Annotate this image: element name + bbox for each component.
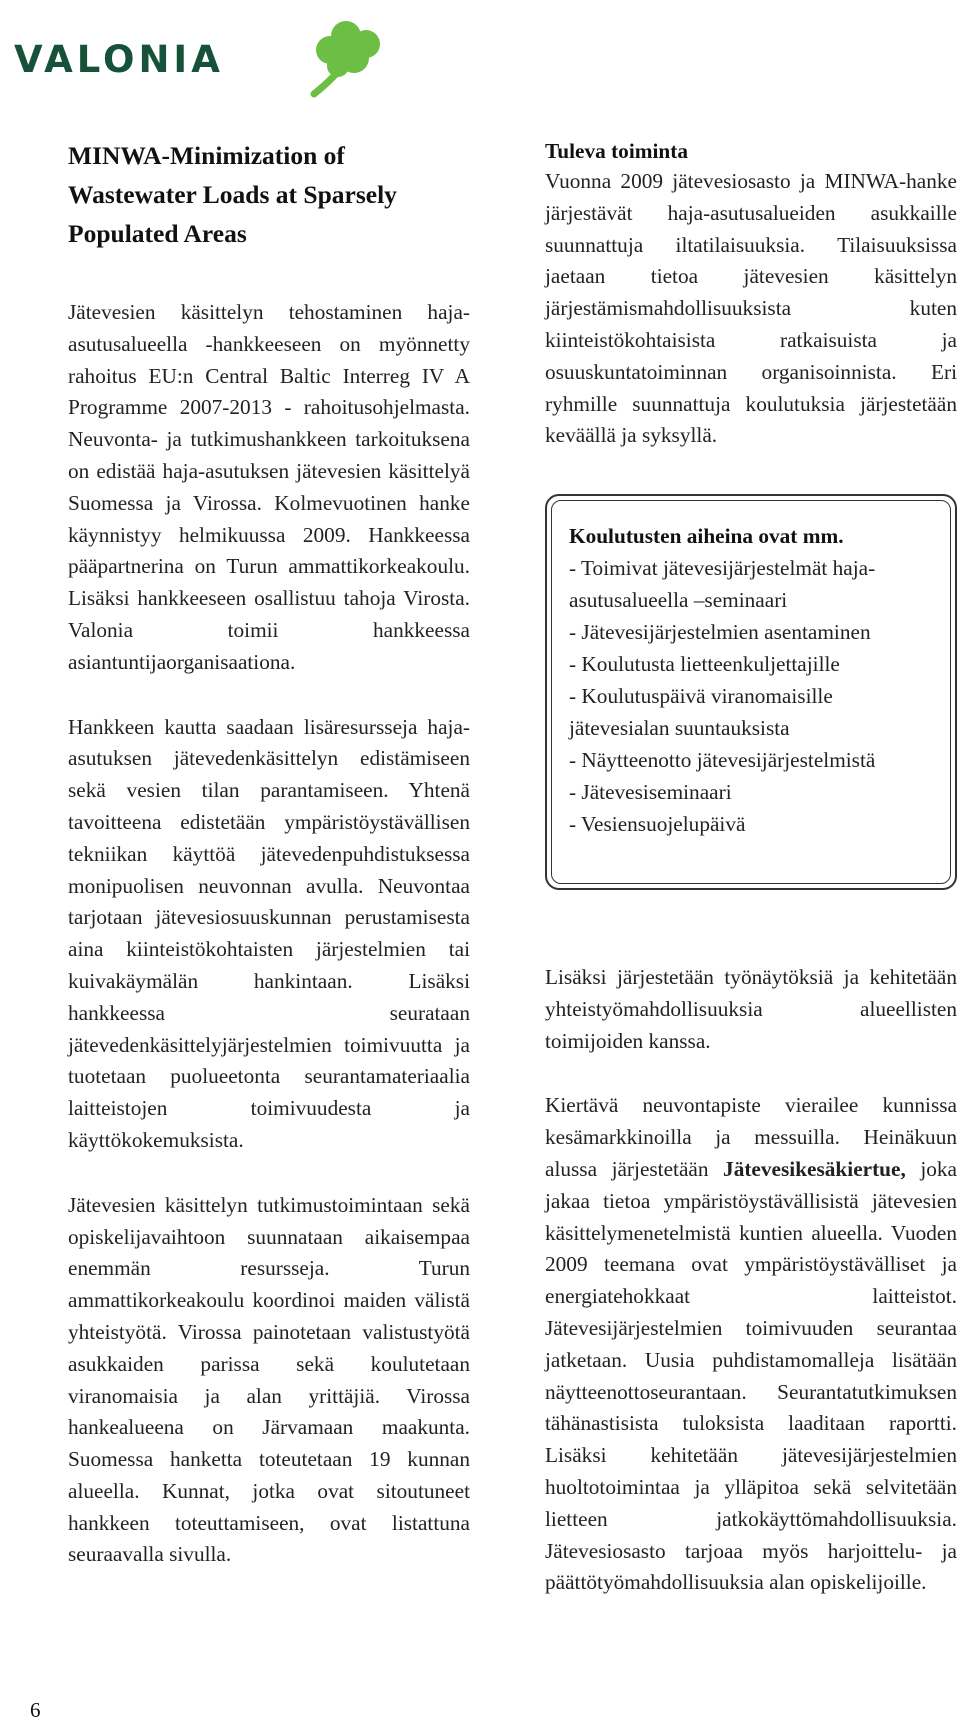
upcoming-section (545, 136, 957, 452)
box-content (569, 520, 919, 840)
training-item: - Jätevesijärjestelmien asentaminen (569, 620, 871, 644)
event-name-bold: Jätevesikesäkiertue, (723, 1156, 906, 1181)
right-paragraph-2-start: Kiertävä neuvontapiste vierailee kunnissa kesämarkkinoilla ja messuilla. Heinäkuun alussa järjestetään (545, 1093, 957, 1181)
left-paragraph-3: Jätevesien käsittelyn tutkimustoimintaan sekä opiskelijavaihtoon suunnataan aikaisempaa enemmän resursseja. Turun ammattikorkeakoulu koordinoi maiden välistä yhteistyötä. Virossa painotetaan valistustyötä asukkaiden parissa sekä koulutetaan viranomaisia ja alan yrittäjiä. Virossa hankealueena on Järvamaan maakunta. Suomessa hanketta toteutetaan 19 kunnan alueella. Kunnat, jotka ovat sitoutuneet hankkeen toteuttamiseen, ovat listattuna seuraavalla sivulla. (68, 1192, 470, 1567)
valonia-logo (14, 14, 384, 94)
training-heading: Koulutusten aiheina ovat mm. (569, 524, 844, 548)
logo-wordmark: VALONIA (14, 38, 224, 81)
left-column (68, 136, 470, 1571)
training-item: - Toimivat jätevesijärjestelmät haja-asutusalueella –seminaari (569, 556, 876, 612)
training-item: - Koulutuspäivä viranomaisille jätevesialan suuntauksista (569, 684, 833, 740)
training-item: - Vesiensuojelupäivä (569, 812, 746, 836)
right-paragraph-2-end: joka jakaa tietoa ympäristöystävällisistä jätevesien käsittelymenetelmistä kuntien alueella. Vuoden 2009 teemana ovat ympäristöystävälliset ja energiatehokkaat laitteistot. Jätevesijärjestelmien toimivuuden seurantaa jatketaan. Uusia puhdistamomalleja lisätään näytteenottoseurantaan. Seurantatutkimuksen tähänastisista tuloksista laaditaan raportti. Lisäksi kehitetään jätevesijärjestelmien huoltotoimintaa ja ylläpitoa sekä selvitetään lietteen jatkokäyttömahdollisuuksia. Jätevesiosasto tarjoaa myös harjoittelu- ja päättötyömahdollisuuksia alan opiskelijoille. (545, 1156, 957, 1595)
page-number: 6 (30, 1698, 41, 1722)
training-item: - Koulutusta lietteenkuljettajille (569, 652, 840, 676)
left-paragraph-1: Jätevesien käsittelyn tehostaminen haja-asutusalueella -hankkeeseen on myönnetty rahoitus EU:n Central Baltic Interreg IV A Programme 2007-2013 - rahoitusohjelmasta. Neuvonta- ja tutkimushankkeen tarkoituksena on edistää haja-asutuksen jätevesien käsittelyä Suomessa ja Virossa. Kolmevuotinen hanke käynnistyy helmikuussa 2009. Hankkeessa pääpartnerina on Turun ammattikorkeakoulu. Lisäksi hankkeeseen osallistuu tahoja Virosta. Valonia toimii hankkeessa asiantuntijaorganisaationa. (68, 300, 470, 674)
upcoming-heading: Tuleva toiminta (545, 139, 688, 163)
training-list (569, 552, 919, 840)
right-lower-text (545, 962, 957, 1599)
right-paragraph-2 (545, 1090, 957, 1599)
training-topics-box (545, 494, 957, 890)
article-title: MINWA-Minimization of Wastewater Loads at Sparsely Populated Areas (68, 141, 397, 248)
right-paragraph-1: Lisäksi järjestetään työnäytöksiä ja kehitetään yhteistyömahdollisuuksia alueellisten toimijoiden kanssa. (545, 965, 957, 1053)
training-item: - Jätevesiseminaari (569, 780, 732, 804)
left-paragraph-2: Hankkeen kautta saadaan lisäresursseja haja-asutuksen jätevedenkäsittelyn edistämiseen sekä vesien tilan parantamiseen. Yhtenä tavoitteena edistetään ympäristöystävällisen tekniikan käyttöä jätevedenpuhdistuksessa monipuolisen neuvonnan avulla. Neuvontaa tarjotaan jätevesiosuuskunnan perustamisesta aina kiinteistökohtaisten järjestelmien tai kuivakäymälän hankintaan. Lisäksi hankkeessa seurataan jätevedenkäsittelyjärjestelmien toimivuutta ja tuotetaan puolueetonta seurantamateriaalia laitteistojen toimivuudesta ja käyttökokemuksista. (68, 714, 470, 1152)
upcoming-text: Vuonna 2009 jätevesiosasto ja MINWA-hanke järjestävät haja-asutusalueiden asukkaille suunnattuja iltatilaisuuksia. Tilaisuuksissa jaetaan tietoa jätevesien käsittelyn järjestämismahdollisuuksista kuten kiinteistökohtaisista ratkaisuista ja osuuskuntatoiminnan organisoinnista. Eri ryhmille suunnattuja koulutuksia järjestetään keväällä ja syksyllä. (545, 169, 957, 448)
training-item: - Näytteenotto jätevesijärjestelmistä (569, 748, 876, 772)
clover-leaf-icon (284, 14, 394, 100)
